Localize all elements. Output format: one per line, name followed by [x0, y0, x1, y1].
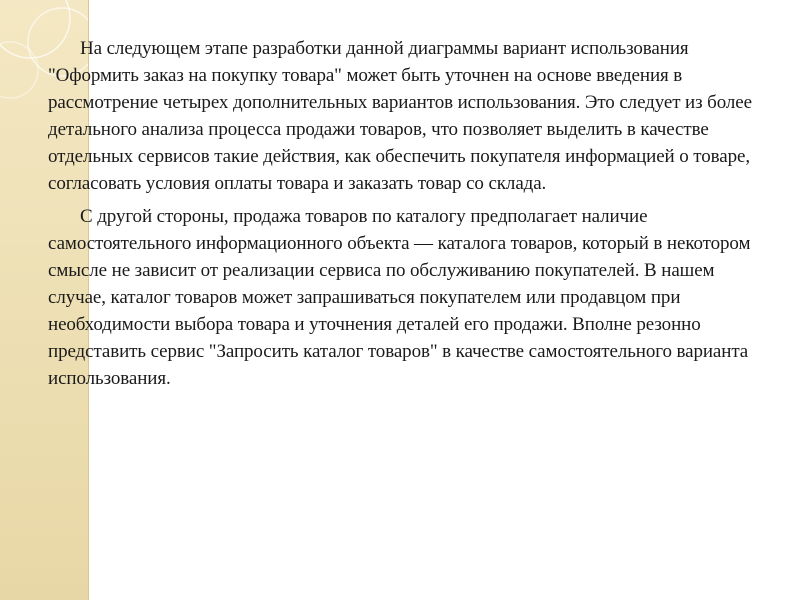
- paragraph-2: С другой стороны, продажа товаров по каталогу предполагает наличие самостоятельного информационного объекта — каталога товаров, который в некотором смысле не зависит от реализации сервиса по обслуживанию покупателей. В нашем случае, каталог товаров может запрашиваться покупателем или продавцом при необходимости выбора товара и уточнения деталей его продажи. Вполне резонно представить сервис "Запросить каталог товаров" в качестве самостоятельного варианта использования.: [48, 206, 751, 389]
- paragraph-1: На следующем этапе разработки данной диаграммы вариант использования "Оформить заказ на покупку товара" может быть уточнен на основе введения в рассмотрение четырех дополнительных вариантов использования. Это следует из более детального анализа процесса продажи товаров, что позволяет выделить в качестве отдельных сервисов такие действия, как обеспечить покупателя информацией о товаре, согласовать условия оплаты товара и заказать товар со склада.: [48, 38, 752, 194]
- slide-body-text: [48, 35, 768, 398]
